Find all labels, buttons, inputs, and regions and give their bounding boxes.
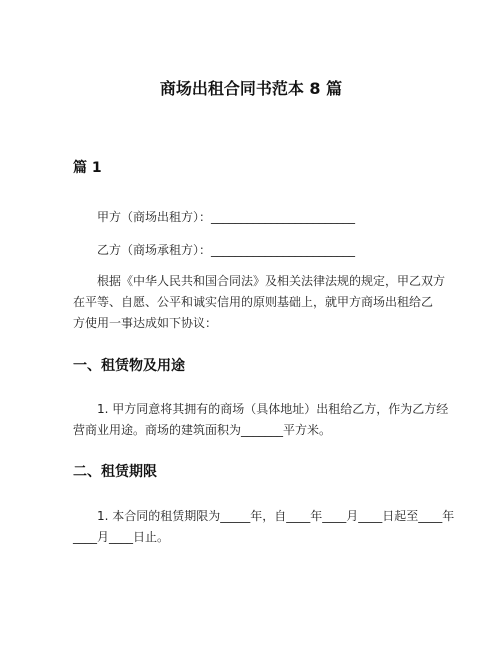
party-b-text: 乙方（商场承租方）：________________________ bbox=[97, 243, 356, 257]
party-b-line bbox=[73, 240, 433, 261]
preamble-paragraph bbox=[73, 271, 446, 334]
section-1-paragraph bbox=[73, 399, 449, 441]
section-2-line-2: ____月____日止。 bbox=[73, 530, 170, 544]
party-a-text: 甲方（商场出租方）：________________________ bbox=[97, 210, 356, 224]
preamble-line-3: 方使用一事达成如下协议： bbox=[73, 316, 218, 330]
preamble-line-1-text: 根据《中华人民共和国合同法》及相关法律法规的规定，甲乙双方 bbox=[97, 274, 446, 288]
section-2-paragraph bbox=[73, 506, 455, 548]
preamble-line-1 bbox=[73, 271, 446, 292]
section-1-line-2: 营商业用途。商场的建筑面积为_______平方米。 bbox=[73, 423, 332, 437]
document-title: 商场出租合同书范本 8 篇 bbox=[159, 79, 343, 98]
part-heading: 篇 1 bbox=[73, 160, 102, 176]
preamble-line-2: 在平等、自愿、公平和诚实信用的原则基础上，就甲方商场出租给乙 bbox=[73, 295, 434, 309]
section-2-line-1 bbox=[73, 506, 455, 527]
section-2-line-1-text: 1. 本合同的租赁期限为_____年，自____年____月____日起至____年 bbox=[97, 509, 455, 523]
section-1-line-1-text: 1. 甲方同意将其拥有的商场（具体地址）出租给乙方，作为乙方经 bbox=[97, 402, 449, 416]
section-heading-2: 二、租赁期限 bbox=[73, 464, 157, 480]
party-a-line bbox=[73, 207, 433, 228]
section-1-line-1 bbox=[73, 399, 449, 420]
section-heading-1: 一、租赁物及用途 bbox=[73, 358, 185, 374]
